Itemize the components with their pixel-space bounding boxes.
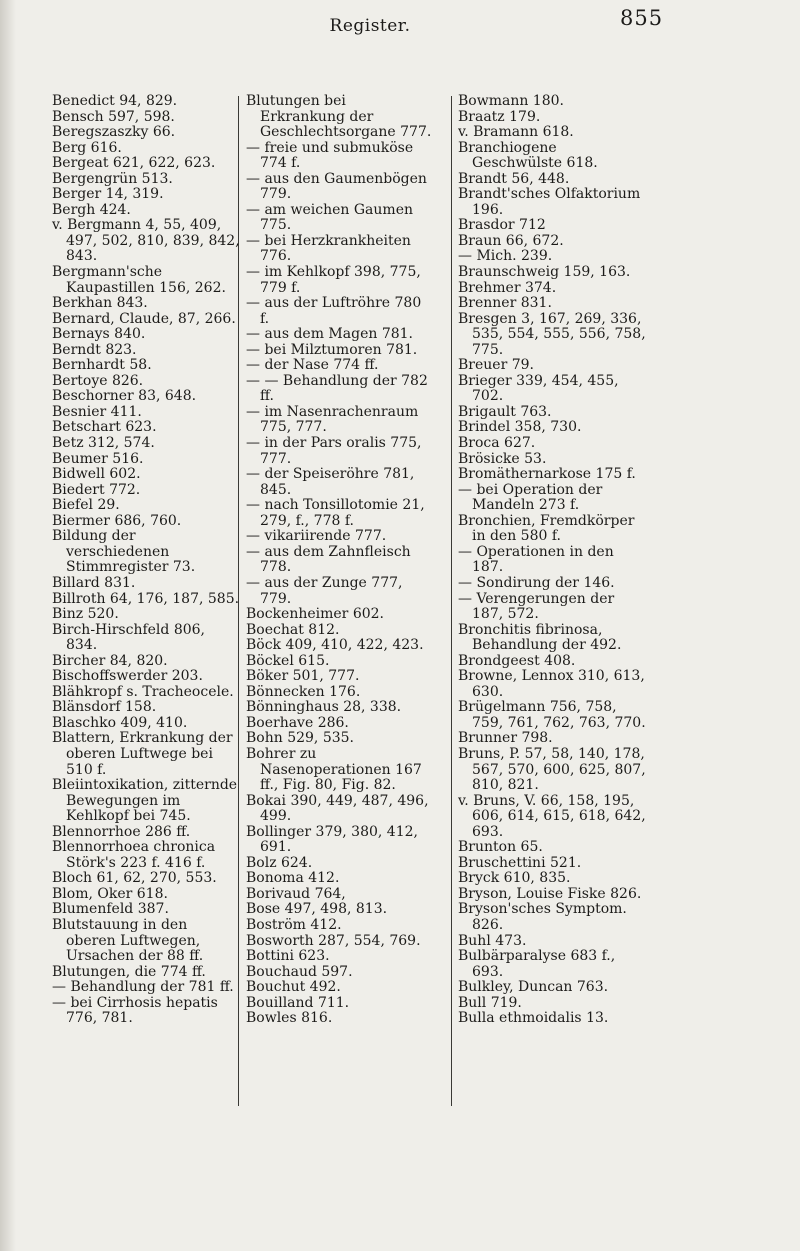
index-entry: Bernhardt 58. bbox=[52, 357, 152, 374]
index-entry: Bloch 61, 62, 270, 553. bbox=[52, 870, 217, 887]
index-entry: — aus dem Zahnfleisch 778. bbox=[246, 543, 411, 576]
index-entry: Berndt 823. bbox=[52, 341, 137, 358]
index-entry: Brieger 339, 454, 455, 702. bbox=[458, 372, 619, 405]
index-entry: — Sondirung der 146. bbox=[458, 574, 615, 591]
index-entry: Bidwell 602. bbox=[52, 466, 141, 483]
index-entry: Bergmann'sche Kaupastillen 156, 262. bbox=[52, 264, 226, 296]
index-entry: Bildung der verschiedenen Stimmregister 73. bbox=[52, 528, 196, 576]
index-entry: — bei Milztumoren 781. bbox=[246, 341, 418, 358]
index-entry: Betschart 623. bbox=[52, 419, 157, 436]
index-column-1 bbox=[52, 94, 240, 1027]
binding-edge bbox=[0, 0, 16, 1251]
index-entry: Bowmann 180. bbox=[458, 93, 564, 109]
index-entry: Brügelmann 756, 758, 759, 761, 762, 763, 770. bbox=[458, 699, 646, 731]
index-entry: Bohrer zu Nasenoperationen 167 ff., Fig. 80, Fig. 82. bbox=[246, 745, 422, 794]
index-entry: Blutungen bei Erkrankung der Geschlechtsorgane 777. bbox=[246, 93, 432, 141]
index-entry: Brigault 763. bbox=[458, 403, 552, 420]
page-title: Register. bbox=[329, 16, 411, 36]
index-entry: Birch-Hirschfeld 806, 834. bbox=[52, 621, 205, 654]
index-entry: Blennorrhoe 286 ff. bbox=[52, 823, 191, 840]
index-entry: Bockenheimer 602. bbox=[246, 606, 384, 623]
index-entry: Bensch 597, 598. bbox=[52, 108, 175, 125]
index-entry: Blumenfeld 387. bbox=[52, 901, 169, 918]
index-entry: Brösicke 53. bbox=[458, 450, 547, 467]
index-entry: Boström 412. bbox=[246, 916, 342, 933]
index-entry: — aus der Zunge 777, 779. bbox=[246, 574, 403, 607]
index-entry: Bergeat 621, 622, 623. bbox=[52, 155, 216, 172]
index-entry: Breuer 79. bbox=[458, 357, 534, 374]
index-entry: Brenner 831. bbox=[458, 295, 552, 312]
index-entry: Brehmer 374. bbox=[458, 279, 557, 296]
index-entry: — der Speiseröhre 781, 845. bbox=[246, 466, 415, 498]
index-entry: Biefel 29. bbox=[52, 497, 120, 514]
index-entry: Bertoye 826. bbox=[52, 372, 144, 389]
index-entry: Bergh 424. bbox=[52, 201, 131, 218]
index-entry: Bonoma 412. bbox=[246, 870, 340, 887]
index-entry: v. Bramann 618. bbox=[458, 124, 574, 141]
index-entry: Billard 831. bbox=[52, 574, 136, 591]
index-entry: Bruns, P. 57, 58, 140, 178, 567, 570, 600, 625, 807, 810, 821. bbox=[458, 745, 646, 794]
index-entry: Bresgen 3, 167, 269, 336, 535, 554, 555, 556, 758, 775. bbox=[458, 310, 646, 358]
index-entry: Bruschettini 521. bbox=[458, 854, 582, 871]
index-entry: — vikariirende 777. bbox=[246, 528, 387, 545]
index-entry: — aus den Gaumenbögen 779. bbox=[246, 170, 427, 203]
index-entry: Brondgeest 408. bbox=[458, 652, 576, 669]
column-divider bbox=[451, 96, 452, 1106]
index-entry: Bouchaud 597. bbox=[246, 963, 353, 980]
index-entry: Brindel 358, 730. bbox=[458, 419, 582, 436]
index-entry: Biermer 686, 760. bbox=[52, 512, 182, 529]
page-number: 855 bbox=[620, 6, 664, 30]
index-entry: — aus dem Magen 781. bbox=[246, 326, 413, 343]
index-entry: Brandt 56, 448. bbox=[458, 170, 570, 187]
index-entry: Bouilland 711. bbox=[246, 994, 350, 1011]
index-entry: Bergengrün 513. bbox=[52, 170, 173, 187]
index-entry: Blom, Oker 618. bbox=[52, 885, 168, 902]
index-entry: Bernays 840. bbox=[52, 326, 146, 343]
index-entry: — Mich. 239. bbox=[458, 248, 553, 265]
index-entry: Bosworth 287, 554, 769. bbox=[246, 932, 421, 949]
index-entry: Blennorrhoea chronica Störk's 223 f. 416 f. bbox=[52, 839, 216, 871]
index-entry: — im Nasenrachenraum 775, 777. bbox=[246, 403, 419, 436]
index-entry: Bose 497, 498, 813. bbox=[246, 901, 388, 918]
index-entry: Bromäthernarkose 175 f. bbox=[458, 466, 636, 483]
index-entry: Blutstauung in den oberen Luftwegen, Ursachen der 88 ff. bbox=[52, 916, 204, 965]
index-entry: — Behandlung der 781 ff. bbox=[52, 979, 234, 996]
index-entry: Besnier 411. bbox=[52, 403, 142, 420]
index-entry: Berger 14, 319. bbox=[52, 186, 164, 203]
index-entry: Bohn 529, 535. bbox=[246, 730, 354, 747]
index-entry: Boechat 812. bbox=[246, 621, 340, 638]
index-entry: v. Bruns, V. 66, 158, 195, 606, 614, 615, 618, 642, 693. bbox=[458, 792, 646, 840]
index-entry: — Operationen in den 187. bbox=[458, 543, 614, 576]
index-entry: Brunton 65. bbox=[458, 839, 543, 856]
index-entry: Boerhave 286. bbox=[246, 714, 349, 731]
index-entry: Biedert 772. bbox=[52, 481, 141, 498]
index-entry: Böckel 615. bbox=[246, 652, 330, 669]
index-entry: Broca 627. bbox=[458, 435, 536, 452]
index-entry: Billroth 64, 176, 187, 585. bbox=[52, 590, 240, 607]
index-column-3 bbox=[458, 94, 648, 1027]
index-entry: Berkhan 843. bbox=[52, 295, 148, 312]
index-entry: Bollinger 379, 380, 412, 691. bbox=[246, 823, 418, 856]
index-entry: Bowles 816. bbox=[246, 1010, 333, 1027]
index-entry: Blänsdorf 158. bbox=[52, 699, 157, 716]
index-entry: Bokai 390, 449, 487, 496, 499. bbox=[246, 792, 429, 825]
index-entry: Bönnecken 176. bbox=[246, 683, 361, 700]
index-entry: Bulbärparalyse 683 f., 693. bbox=[458, 948, 616, 980]
index-entry: Bircher 84, 820. bbox=[52, 652, 168, 669]
index-entry: Bronchitis fibrinosa, Behandlung der 492. bbox=[458, 621, 622, 654]
index-entry: Binz 520. bbox=[52, 606, 119, 623]
index-entry: Beschorner 83, 648. bbox=[52, 388, 197, 405]
index-entry: Buhl 473. bbox=[458, 932, 527, 949]
index-entry: Branchiogene Geschwülste 618. bbox=[458, 139, 598, 172]
index-entry: Bulla ethmoidalis 13. bbox=[458, 1010, 609, 1027]
index-entry: Beregszaszky 66. bbox=[52, 124, 176, 141]
index-entry: Betz 312, 574. bbox=[52, 435, 155, 452]
index-entry: Braunschweig 159, 163. bbox=[458, 264, 631, 281]
index-entry: Bouchut 492. bbox=[246, 979, 341, 996]
index-entry: Bottini 623. bbox=[246, 948, 330, 965]
index-entry: — bei Operation der Mandeln 273 f. bbox=[458, 481, 603, 514]
index-entry: — Verengerungen der 187, 572. bbox=[458, 590, 615, 623]
index-entry: Bolz 624. bbox=[246, 854, 313, 871]
index-entry: Bernard, Claude, 87, 266. bbox=[52, 310, 236, 327]
index-entry: Braatz 179. bbox=[458, 108, 541, 125]
index-entry: Beumer 516. bbox=[52, 450, 144, 467]
index-entry: Bönninghaus 28, 338. bbox=[246, 699, 402, 716]
index-entry: — bei Cirrhosis hepatis 776, 781. bbox=[52, 994, 218, 1027]
index-column-2 bbox=[246, 94, 434, 1027]
index-entry: — aus der Luftröhre 780 f. bbox=[246, 295, 422, 327]
index-entry: Bryson'sches Symptom. 826. bbox=[458, 901, 627, 933]
index-entry: Blattern, Erkrankung der oberen Luftwege bei 510 f. bbox=[52, 730, 233, 778]
index-entry: — bei Herzkrankheiten 776. bbox=[246, 232, 411, 265]
index-entry: — der Nase 774 ff. bbox=[246, 357, 379, 374]
index-entry: — in der Pars oralis 775, 777. bbox=[246, 435, 422, 467]
index-entry: Böker 501, 777. bbox=[246, 668, 360, 685]
index-entry: Bryck 610, 835. bbox=[458, 870, 571, 887]
index-entry: Bischoffswerder 203. bbox=[52, 668, 203, 685]
index-entry: Brasdor 712 bbox=[458, 217, 546, 234]
index-entry: Bryson, Louise Fiske 826. bbox=[458, 885, 642, 902]
index-entry: Blutungen, die 774 ff. bbox=[52, 963, 206, 980]
index-entry: — im Kehlkopf 398, 775, 779 f. bbox=[246, 264, 421, 296]
index-entry: Blähkropf s. Tracheocele. bbox=[52, 683, 234, 700]
index-entry: Brandt'sches Olfaktorium 196. bbox=[458, 186, 641, 218]
index-entry: Braun 66, 672. bbox=[458, 232, 564, 249]
index-entry: — freie und submuköse 774 f. bbox=[246, 139, 414, 172]
index-entry: Borivaud 764, bbox=[246, 885, 346, 902]
index-entry: v. Bergmann 4, 55, 409, 497, 502, 810, 839, 842, 843. bbox=[52, 217, 240, 265]
index-entry: Browne, Lennox 310, 613, 630. bbox=[458, 668, 645, 700]
index-entry: — am weichen Gaumen 775. bbox=[246, 201, 414, 234]
index-entry: Bull 719. bbox=[458, 994, 522, 1011]
index-entry: Bulkley, Duncan 763. bbox=[458, 979, 609, 996]
index-entry: Blaschko 409, 410. bbox=[52, 714, 188, 731]
index-entry: Brunner 798. bbox=[458, 730, 553, 747]
index-entry: Berg 616. bbox=[52, 139, 122, 156]
index-entry: — — Behandlung der 782 ff. bbox=[246, 372, 428, 405]
index-entry: — nach Tonsillotomie 21, 279, f., 778 f. bbox=[246, 497, 425, 529]
index-entry: Bleiintoxikation, zitternde Bewegungen im Kehlkopf bei 745. bbox=[52, 777, 238, 825]
index-entry: Benedict 94, 829. bbox=[52, 93, 178, 109]
index-entry: Bronchien, Fremdkörper in den 580 f. bbox=[458, 512, 635, 545]
index-entry: Böck 409, 410, 422, 423. bbox=[246, 637, 424, 654]
